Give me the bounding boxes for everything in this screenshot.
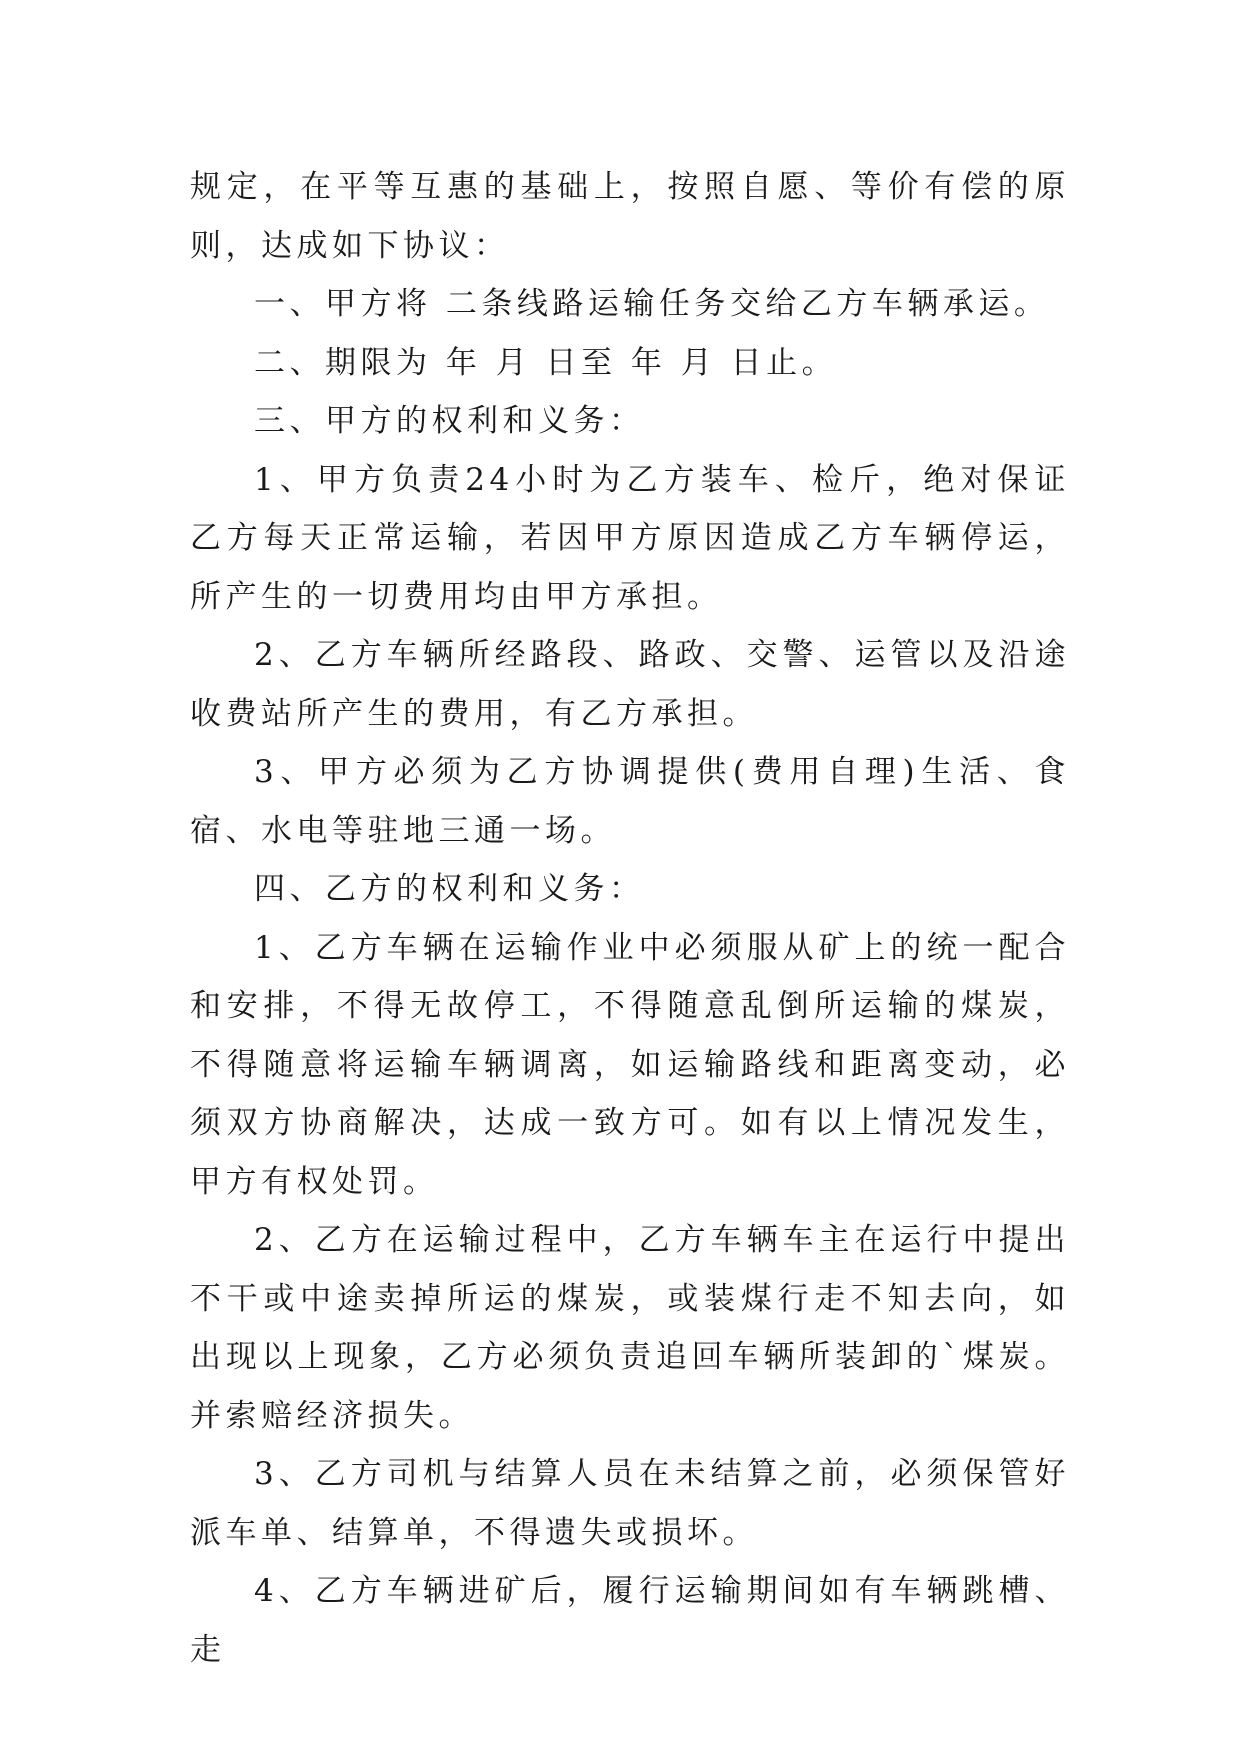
document-page bbox=[190, 158, 1070, 1679]
paragraph-party-b-item-4: 4、乙方车辆进矿后，履行运输期间如有车辆跳槽、走 bbox=[190, 1573, 1070, 1668]
paragraph-clause-1: 一、甲方将 二条线路运输任务交给乙方车辆承运。 bbox=[254, 286, 1050, 322]
paragraph-party-a-item-1: 1、甲方负责24小时为乙方装车、检斤，绝对保证乙方每天正常运输，若因甲方原因造成乙方车辆停运，所产生的一切费用均由甲方承担。 bbox=[190, 461, 1070, 615]
heading-party-a-rights: 三、甲方的权利和义务： bbox=[254, 403, 645, 439]
paragraph-clause-2: 二、期限为 年 月 日至 年 月 日止。 bbox=[254, 344, 838, 381]
paragraph-party-a-item-3: 3、甲方必须为乙方协调提供(费用自理)生活、食宿、水电等驻地三通一场。 bbox=[190, 754, 1070, 849]
paragraph-party-b-item-3: 3、乙方司机与结算人员在未结算之前，必须保管好派车单、结算单，不得遗失或损坏。 bbox=[190, 1456, 1070, 1551]
paragraph-party-a-item-2: 2、乙方车辆所经路段、路政、交警、运管以及沿途收费站所产生的费用，有乙方承担。 bbox=[190, 637, 1070, 732]
paragraph-party-b-item-1: 1、乙方车辆在运输作业中必须服从矿上的统一配合和安排，不得无故停工，不得随意乱倒所运输的煤炭，不得随意将运输车辆调离，如运输路线和距离变动，必须双方协商解决，达成一致方可。如有以上情况发生，甲方有权处罚。 bbox=[190, 929, 1070, 1200]
paragraph-intro: 规定，在平等互惠的基础上，按照自愿、等价有偿的原则，达成如下协议： bbox=[190, 169, 1070, 264]
heading-party-b-rights: 四、乙方的权利和义务： bbox=[254, 871, 645, 907]
paragraph-party-b-item-2: 2、乙方在运输过程中，乙方车辆车主在运行中提出不干或中途卖掉所运的煤炭，或装煤行走不知去向，如出现以上现象，乙方必须负责追回车辆所装卸的`煤炭。并索赔经济损失。 bbox=[190, 1222, 1070, 1434]
